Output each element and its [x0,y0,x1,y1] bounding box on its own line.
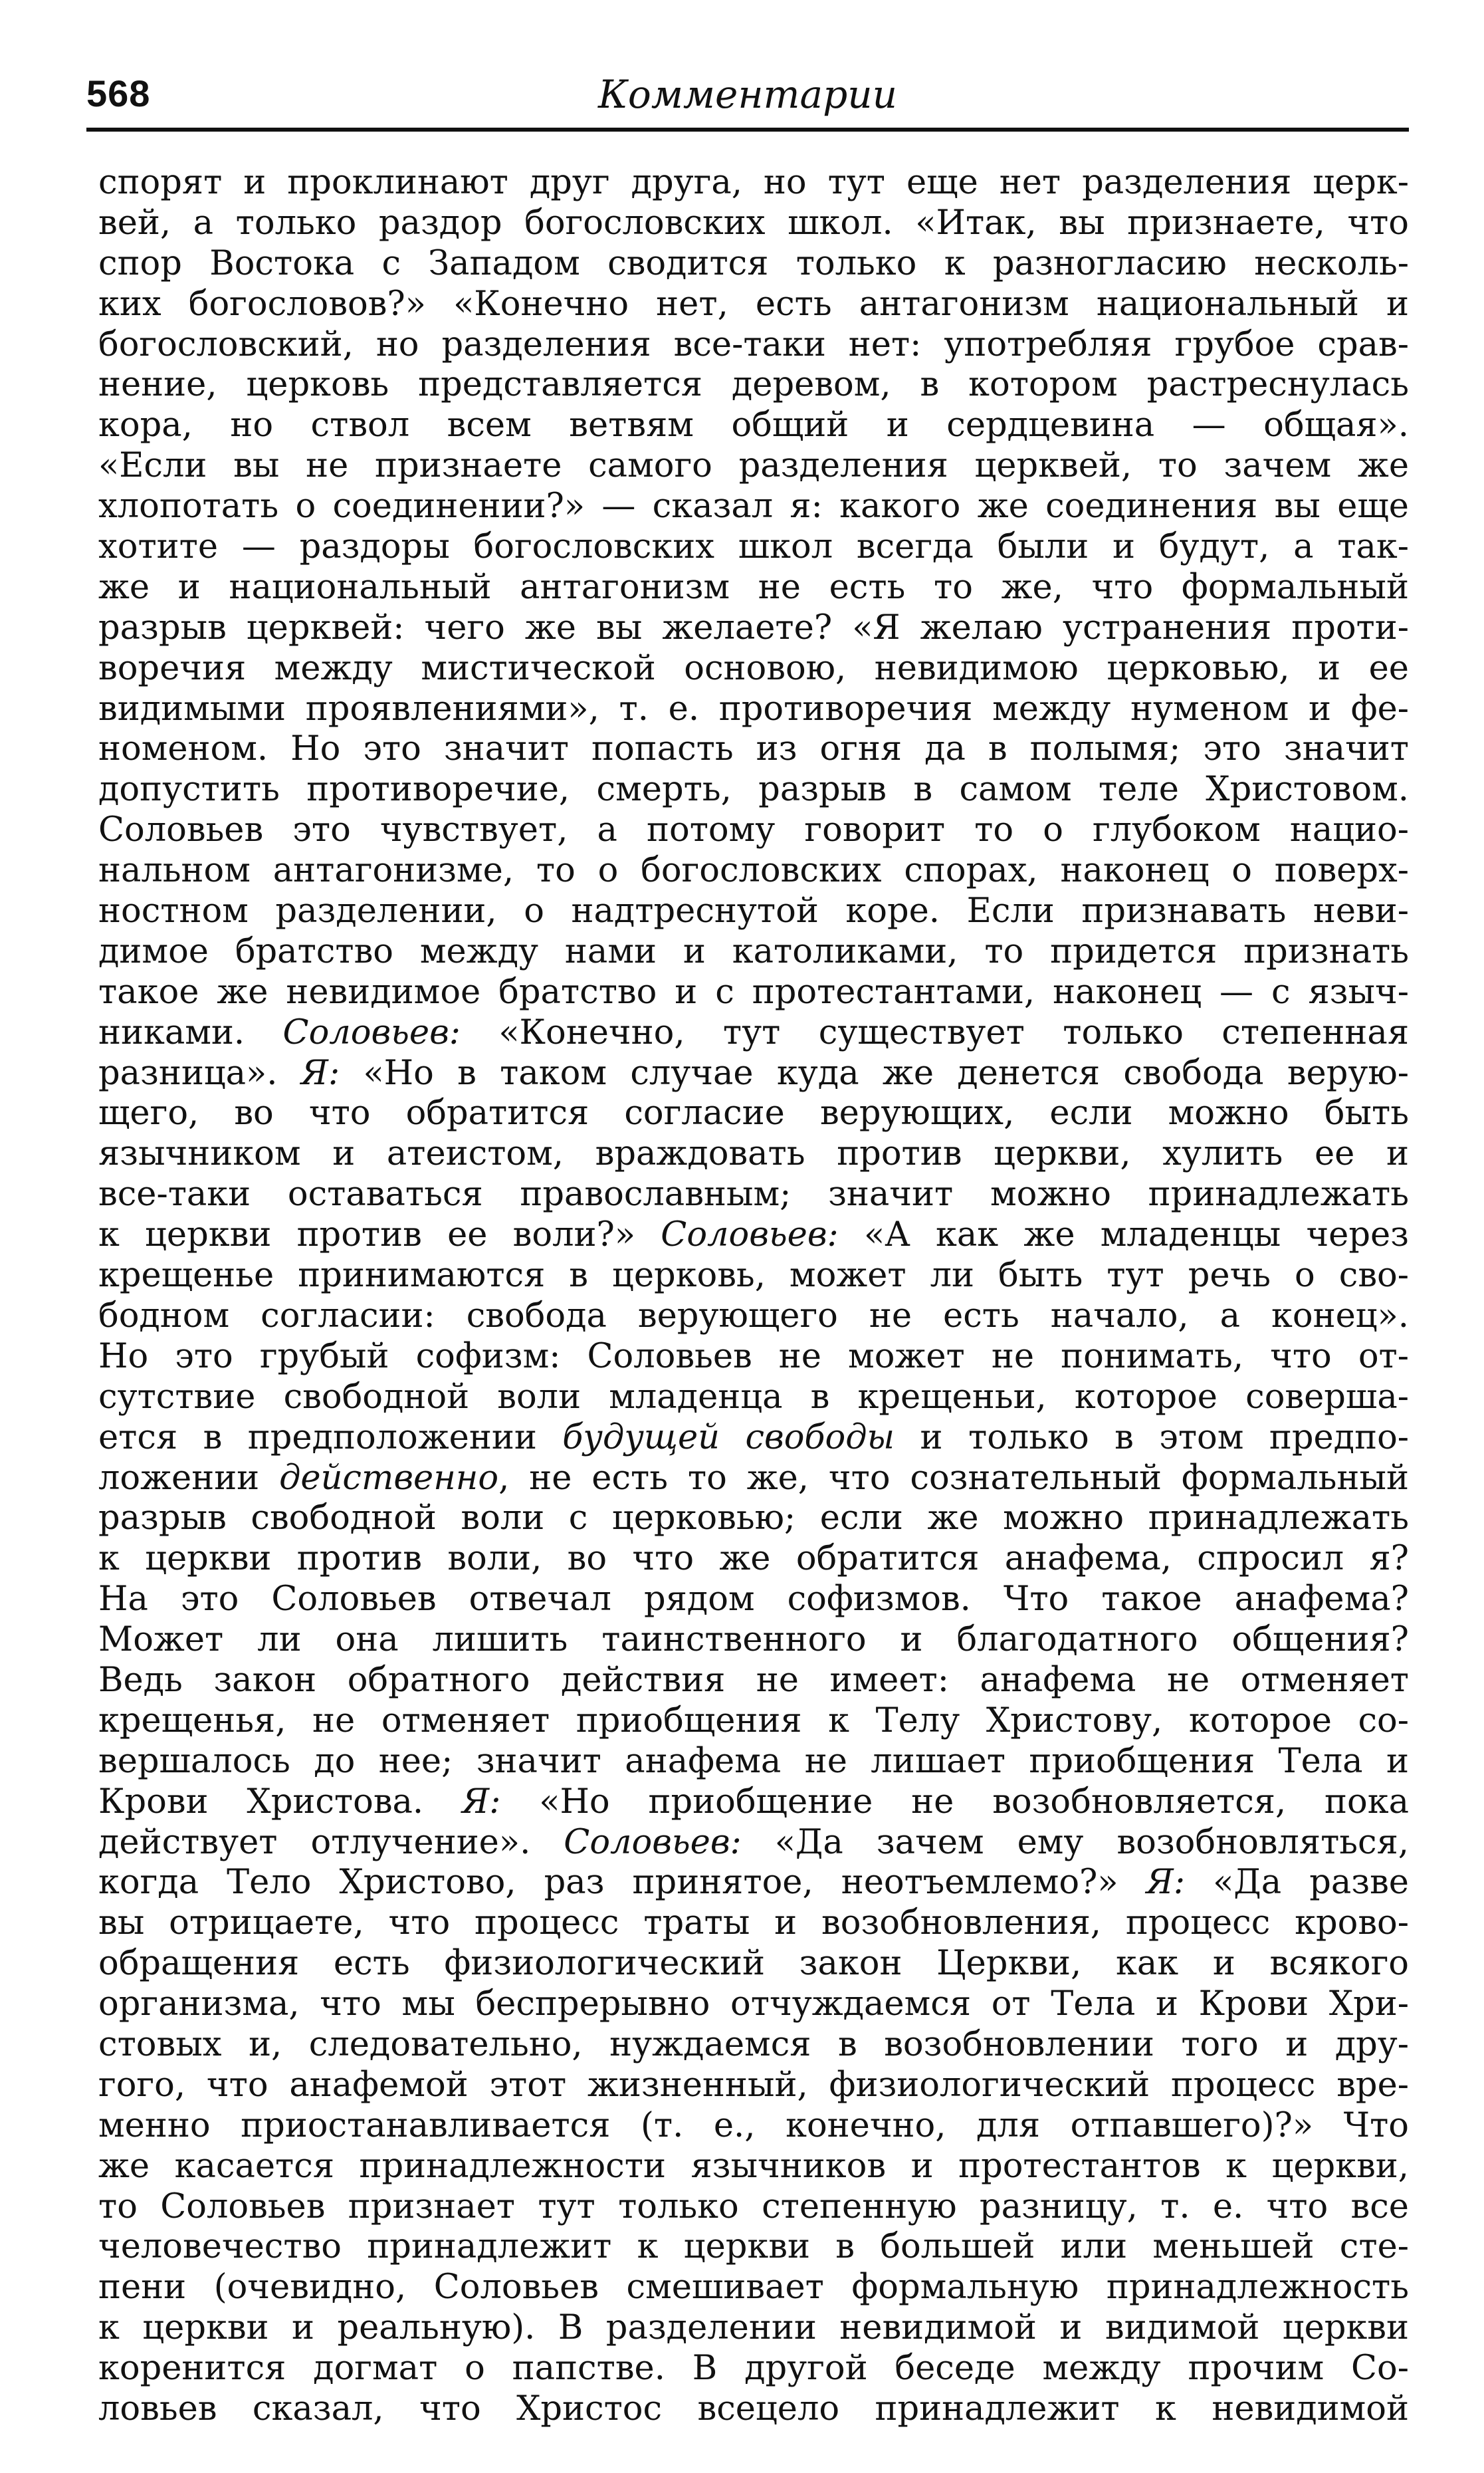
text-line: когда Тело Христово, раз принятое, неотъемлемо?» Я: «Да разве [98,1863,1409,1903]
text-line: «Если вы не признаете самого разделения церквей, то зачем же [98,446,1409,486]
text-line: действует отлучение». Соловьев: «Да зачем ему возобновляться, [98,1822,1409,1862]
text-line: ловьев сказал, что Христос всецело принадлежит к невидимой [98,2389,1409,2428]
text-line: к церкви и реальную). В разделении невидимой и видимой церкви [98,2308,1409,2348]
text-line: крещенье принимаются в церковь, может ли быть тут речь о сво- [98,1256,1409,1296]
text-line: Крови Христова. Я: «Но приобщение не возобновляется, пока [98,1782,1409,1822]
text-line: Ведь закон обратного действия не имеет: анафема не отменяет [98,1660,1409,1700]
text-line: обращения есть физиологический закон Церкви, как и всякого [98,1944,1409,1984]
text-line: менно приостанавливается (т. е., конечно, для отпавшего)?» Что [98,2105,1409,2145]
page-number: 568 [86,72,151,114]
text-line: Соловьев это чувствует, а потому говорит то о глубоком нацио- [98,810,1409,850]
text-line: стовых и, следовательно, нуждаемся в возобновлении того и дру- [98,2024,1409,2064]
text-line: кора, но ствол всем ветвям общий и сердцевина — общая». [98,406,1409,445]
text-line: димое братство между нами и католиками, то придется признать [98,931,1409,971]
text-line: хлопотать о соединении?» — сказал я: какого же соединения вы еще [98,487,1409,527]
text-line: сутствие свободной воли младенца в крещеньи, которое соверша- [98,1377,1409,1417]
text-line: разрыв свободной воли с церковью; если же можно принадлежать [98,1498,1409,1538]
text-line: видимыми проявлениями», т. е. противоречия между нуменом и фе- [98,689,1409,729]
text-line: к церкви против ее воли?» Соловьев: «А как же младенцы через [98,1215,1409,1255]
text-line: номеном. Но это значит попасть из огня да в полымя; это значит [98,729,1409,769]
text-line: хотите — раздоры богословских школ всегда были и будут, а так- [98,527,1409,567]
text-line: никами. Соловьев: «Конечно, тут существует только степенная [98,1012,1409,1052]
running-title: Комментарии [598,72,897,117]
text-line: спорят и проклинают друг друга, но тут еще нет разделения церк- [98,163,1409,202]
header-rule [86,128,1409,132]
text-line: разрыв церквей: чего же вы желаете? «Я желаю устранения проти- [98,608,1409,648]
text-line: бодном согласии: свобода верующего не есть начало, а конец». [98,1296,1409,1336]
text-line: пени (очевидно, Соловьев смешивает формальную принадлежность [98,2268,1409,2307]
text-line: богословский, но разделения все-таки нет: употребляя грубое срав- [98,324,1409,364]
text-line: ких богословов?» «Конечно нет, есть антагонизм национальный и [98,284,1409,324]
text-line: спор Востока с Западом сводится только к разногласию несколь- [98,243,1409,283]
text-line: ложении действенно, не есть то же, что сознательный формальный [98,1458,1409,1498]
page-header [86,66,1409,126]
text-line: организма, что мы беспрерывно отчуждаемся от Тела и Крови Хри- [98,1984,1409,2024]
body-text [98,163,1409,2430]
text-line: воречия между мистической основою, невидимою церковью, и ее [98,648,1409,688]
text-line: вершалось до нее; значит анафема не лишает приобщения Тела и [98,1741,1409,1781]
text-line: Но это грубый софизм: Соловьев не может не понимать, что от- [98,1336,1409,1376]
text-line: человечество принадлежит к церкви в большей или меньшей сте- [98,2227,1409,2267]
text-line: ется в предположении будущей свободы и только в этом предпо- [98,1417,1409,1457]
text-line: вы отрицаете, что процесс траты и возобновления, процесс крово- [98,1903,1409,1943]
text-line: Может ли она лишить таинственного и благодатного общения? [98,1620,1409,1660]
text-line: нение, церковь представляется деревом, в котором растреснулась [98,365,1409,405]
text-line: На это Соловьев отвечал рядом софизмов. Что такое анафема? [98,1580,1409,1619]
text-line: коренится догмат о папстве. В другой беседе между прочим Со- [98,2349,1409,2389]
text-line: гого, что анафемой этот жизненный, физиологический процесс вре- [98,2065,1409,2105]
text-line: язычником и атеистом, враждовать против церкви, хулить ее и [98,1134,1409,1174]
text-line: такое же невидимое братство и с протестантами, наконец — с языч- [98,972,1409,1012]
text-line: крещенья, не отменяет приобщения к Телу Христову, которое со- [98,1701,1409,1740]
text-line: допустить противоречие, смерть, разрыв в самом теле Христовом. [98,770,1409,810]
text-line: разница». Я: «Но в таком случае куда же денется свобода верую- [98,1053,1409,1093]
text-line: щего, во что обратится согласие верующих, если можно быть [98,1094,1409,1133]
text-line: нальном антагонизме, то о богословских спорах, наконец о поверх- [98,851,1409,891]
text-line: ностном разделении, о надтреснутой коре. Если признавать неви- [98,891,1409,931]
text-line: все-таки оставаться православным; значит можно принадлежать [98,1175,1409,1215]
text-line: же и национальный антагонизм не есть то же, что формальный [98,567,1409,607]
text-line: то Соловьев признает тут только степенную разницу, т. е. что все [98,2186,1409,2226]
text-line: вей, а только раздор богословских школ. «Итак, вы признаете, что [98,203,1409,243]
text-line: к церкви против воли, во что же обратится анафема, спросил я? [98,1539,1409,1579]
text-line: же касается принадлежности язычников и протестантов к церкви, [98,2146,1409,2186]
